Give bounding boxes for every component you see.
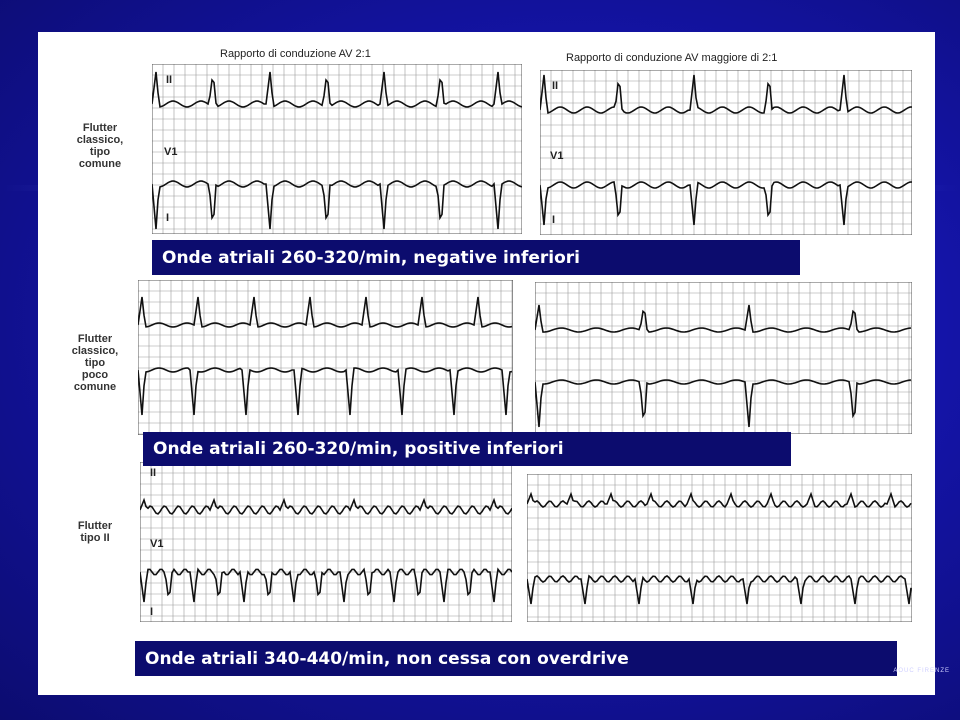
row1-title-left: Rapporto di conduzione AV 2:1 xyxy=(220,48,371,60)
ecg-strip-row3-right xyxy=(527,474,912,622)
ecg-strip-row2-right xyxy=(535,282,912,434)
lead-label-i-row1-right: I xyxy=(552,214,556,226)
ecg-strip-row3-left xyxy=(140,462,512,622)
lead-label-ii-row1-left: II xyxy=(166,74,173,86)
caption-row2: Onde atriali 260-320/min, positive inferiori xyxy=(143,432,791,466)
row3-label: Flutter tipo II xyxy=(77,520,113,544)
lead-label-ii-row3: II xyxy=(150,467,157,479)
row1-label: Flutter classico, tipo comune xyxy=(76,122,124,170)
ecg-strip-row1-left xyxy=(152,64,522,234)
lead-label-v1-row1-right: V1 xyxy=(550,150,564,162)
lead-label-i-row3: I xyxy=(150,606,154,618)
caption-row1: Onde atriali 260-320/min, negative inferiori xyxy=(152,240,800,275)
hospital-logo: AOUC FIRENZE xyxy=(893,668,950,674)
lead-label-i-row1-left: I xyxy=(166,212,170,224)
lead-label-ii-row1-right: II xyxy=(552,80,559,92)
lead-label-v1-row1-left: V1 xyxy=(164,146,178,158)
ecg-strip-row1-right xyxy=(540,70,912,235)
row1-title-right: Rapporto di conduzione AV maggiore di 2:1 xyxy=(566,52,778,64)
caption-row3: Onde atriali 340-440/min, non cessa con overdrive xyxy=(135,641,897,676)
lead-label-v1-row3: V1 xyxy=(150,538,164,550)
ecg-strip-row2-left xyxy=(138,280,513,435)
row2-label: Flutter classico, tipo poco comune xyxy=(71,333,119,393)
